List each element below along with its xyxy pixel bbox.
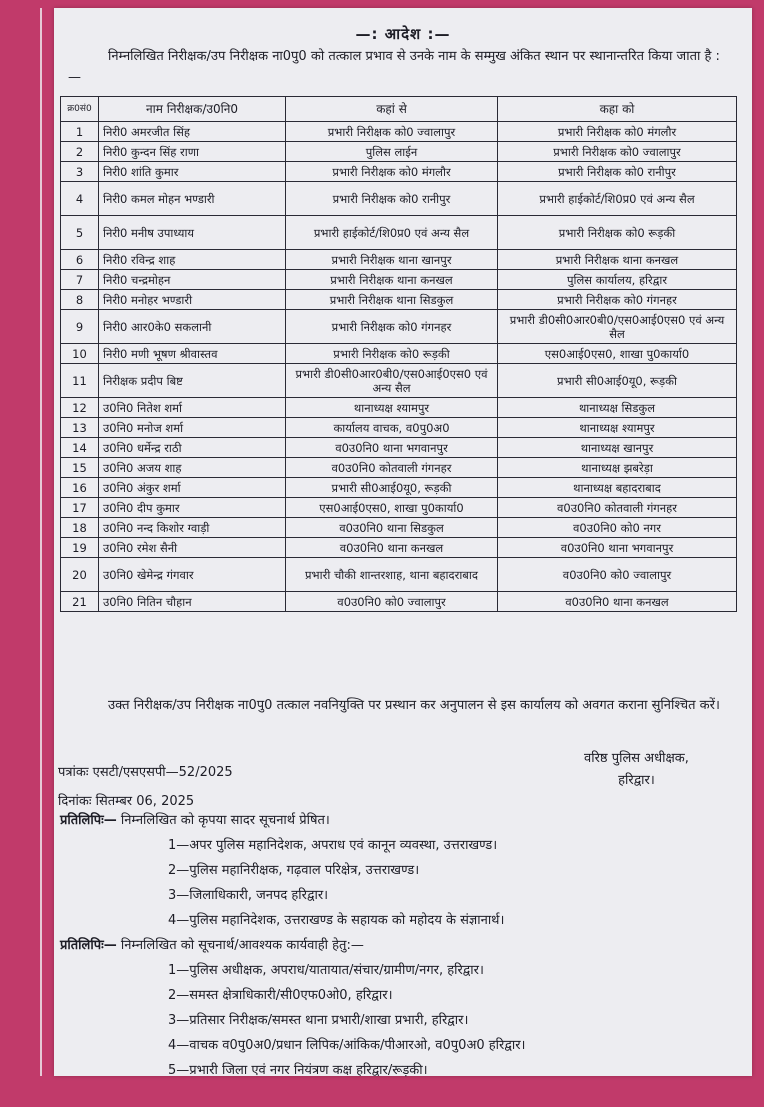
copy1-item: 1—अपर पुलिस महानिदेशक, अपराध एवं कानून व्यवस्था, उत्तराखण्ड। xyxy=(168,838,498,853)
cell-from: प्रभारी निरीक्षक को0 रानीपुर xyxy=(286,182,498,216)
cell-name: उ0नि0 नितिन चौहान xyxy=(99,592,286,612)
cell-name: उ0नि0 अजय शाह xyxy=(99,458,286,478)
cell-from: व0उ0नि0 थाना कनखल xyxy=(286,538,498,558)
cell-serial: 12 xyxy=(61,398,99,418)
cell-serial: 2 xyxy=(61,142,99,162)
cell-name: उ0नि0 धर्मेन्द्र राठी xyxy=(99,438,286,458)
cell-to: थानाध्यक्ष खानपुर xyxy=(498,438,737,458)
cell-name: उ0नि0 अंकुर शर्मा xyxy=(99,478,286,498)
cell-name: उ0नि0 मनोज शर्मा xyxy=(99,418,286,438)
cell-name: निरी0 मनीष उपाध्याय xyxy=(99,216,286,250)
copy2-item: 5—प्रभारी जिला एवं नगर नियंत्रण कक्ष हरिद्वार/रूड़की। xyxy=(168,1063,428,1078)
table-row xyxy=(61,558,737,592)
cell-to: व0उ0नि0 थाना भगवानपुर xyxy=(498,538,737,558)
cell-serial: 1 xyxy=(61,122,99,142)
cell-to: प्रभारी निरीक्षक को0 मंगलौर xyxy=(498,122,737,142)
cell-from: प्रभारी निरीक्षक को0 रूड़की xyxy=(286,344,498,364)
table-row xyxy=(61,538,737,558)
cell-serial: 11 xyxy=(61,364,99,398)
table-row xyxy=(61,398,737,418)
copy1-text: निम्नलिखित को कृपया सादर सूचनार्थ प्रेषित। xyxy=(120,813,330,828)
cell-to: व0उ0नि0 को0 नगर xyxy=(498,518,737,538)
cell-name: निरी0 शांति कुमार xyxy=(99,162,286,182)
copy2-item: 2—समस्त क्षेत्राधिकारी/सी0एफ0ओ0, हरिद्वार। xyxy=(168,988,393,1003)
signature-block xyxy=(584,748,689,792)
cell-to: प्रभारी निरीक्षक को0 गंगनहर xyxy=(498,290,737,310)
cell-name: उ0नि0 नितेश शर्मा xyxy=(99,398,286,418)
margin-rule xyxy=(40,8,42,1076)
cell-serial: 17 xyxy=(61,498,99,518)
cell-serial: 10 xyxy=(61,344,99,364)
cell-serial: 13 xyxy=(61,418,99,438)
reference-number: पत्रांकः एसटी/एसएसपी—52/2025 xyxy=(58,765,233,780)
cell-from: कार्यालय वाचक, व0पु0अ0 xyxy=(286,418,498,438)
col-header-from: कहां से xyxy=(286,97,498,122)
table-row xyxy=(61,592,737,612)
cell-to: व0उ0नि0 थाना कनखल xyxy=(498,592,737,612)
copy2-item: 4—वाचक व0पु0अ0/प्रधान लिपिक/आंकिक/पीआरओ, व0पु0अ0 हरिद्वार। xyxy=(168,1038,526,1053)
cell-name: निरीक्षक प्रदीप बिष्ट xyxy=(99,364,286,398)
copy1-item: 2—पुलिस महानिरीक्षक, गढ़वाल परिक्षेत्र, उत्तराखण्ड। xyxy=(168,863,420,878)
cell-to: व0उ0नि0 कोतवाली गंगनहर xyxy=(498,498,737,518)
cell-from: प्रभारी निरीक्षक को0 मंगलौर xyxy=(286,162,498,182)
table-row xyxy=(61,498,737,518)
copy2-item: 3—प्रतिसार निरीक्षक/समस्त थाना प्रभारी/शाखा प्रभारी, हरिद्वार। xyxy=(168,1013,469,1028)
cell-to: प्रभारी सी0आई0यू0, रूड़की xyxy=(498,364,737,398)
copy1-item: 4—पुलिस महानिदेशक, उत्तराखण्ड के सहायक को महोदय के संज्ञानार्थ। xyxy=(168,913,505,928)
table-row xyxy=(61,182,737,216)
intro-paragraph: निम्नलिखित निरीक्षक/उप निरीक्षक ना0पु0 को तत्काल प्रभाव से उनके नाम के सम्मुख अंकित स्थान पर स्थानान्तरित किया जाता है :— xyxy=(68,49,720,85)
cell-serial: 15 xyxy=(61,458,99,478)
cell-to: प्रभारी निरीक्षक थाना कनखल xyxy=(498,250,737,270)
cell-name: निरी0 आर0के0 सकलानी xyxy=(99,310,286,344)
cell-name: उ0नि0 दीप कुमार xyxy=(99,498,286,518)
cell-to: थानाध्यक्ष झबरेड़ा xyxy=(498,458,737,478)
cell-from: प्रभारी निरीक्षक को0 गंगनहर xyxy=(286,310,498,344)
cell-name: निरी0 कमल मोहन भण्डारी xyxy=(99,182,286,216)
cell-serial: 21 xyxy=(61,592,99,612)
table-row xyxy=(61,270,737,290)
table-row xyxy=(61,290,737,310)
cell-from: प्रभारी निरीक्षक थाना खानपुर xyxy=(286,250,498,270)
cell-from: प्रभारी डी0सी0आर0बी0/एस0आई0एस0 एवं अन्य सैल xyxy=(286,364,498,398)
cell-from: प्रभारी चौकी शान्तरशाह, थाना बहादराबाद xyxy=(286,558,498,592)
order-heading: —: आदेश :— xyxy=(355,25,451,43)
issue-date: दिनांकः सितम्बर 06, 2025 xyxy=(58,794,195,809)
cell-serial: 14 xyxy=(61,438,99,458)
cell-to: व0उ0नि0 को0 ज्वालापुर xyxy=(498,558,737,592)
cell-from: प्रभारी सी0आई0यू0, रूड़की xyxy=(286,478,498,498)
cell-serial: 6 xyxy=(61,250,99,270)
cell-serial: 3 xyxy=(61,162,99,182)
cell-from: व0उ0नि0 को0 ज्वालापुर xyxy=(286,592,498,612)
cell-to: प्रभारी निरीक्षक को0 रानीपुर xyxy=(498,162,737,182)
cell-to: थानाध्यक्ष श्यामपुर xyxy=(498,418,737,438)
table-row xyxy=(61,438,737,458)
cell-serial: 20 xyxy=(61,558,99,592)
cell-from: एस0आई0एस0, शाखा पु0कार्या0 xyxy=(286,498,498,518)
copy1-item: 3—जिलाधिकारी, जनपद हरिद्वार। xyxy=(168,888,329,903)
cell-to: थानाध्यक्ष बहादराबाद xyxy=(498,478,737,498)
cell-to: पुलिस कार्यालय, हरिद्वार xyxy=(498,270,737,290)
copy-block-1 xyxy=(60,808,732,933)
copy-block-2 xyxy=(60,933,732,1083)
cell-serial: 4 xyxy=(61,182,99,216)
cell-serial: 5 xyxy=(61,216,99,250)
signature-title: वरिष्ठ पुलिस अधीक्षक, xyxy=(584,751,689,766)
table-row xyxy=(61,518,737,538)
cell-to: प्रभारी डी0सी0आर0बी0/एस0आई0एस0 एवं अन्य सैल xyxy=(498,310,737,344)
table-row xyxy=(61,162,737,182)
cell-from: प्रभारी हाईकोर्ट/शि0प्र0 एवं अन्य सैल xyxy=(286,216,498,250)
copy2-lead: प्रतिलिपिः— xyxy=(60,938,117,953)
cell-serial: 8 xyxy=(61,290,99,310)
cell-name: निरी0 मणी भूषण श्रीवास्तव xyxy=(99,344,286,364)
table-row xyxy=(61,364,737,398)
signature-place: हरिद्वार। xyxy=(618,773,655,788)
cell-from: व0उ0नि0 कोतवाली गंगनहर xyxy=(286,458,498,478)
cell-name: उ0नि0 रमेश सैनी xyxy=(99,538,286,558)
cell-serial: 7 xyxy=(61,270,99,290)
table-row xyxy=(61,418,737,438)
col-header-to: कहा को xyxy=(498,97,737,122)
cell-from: पुलिस लाईन xyxy=(286,142,498,162)
cell-to: एस0आई0एस0, शाखा पु0कार्या0 xyxy=(498,344,737,364)
table-row xyxy=(61,216,737,250)
cell-serial: 16 xyxy=(61,478,99,498)
cell-name: निरी0 अमरजीत सिंह xyxy=(99,122,286,142)
table-row xyxy=(61,122,737,142)
col-header-name: नाम निरीक्षक/उ0नि0 xyxy=(99,97,286,122)
copy1-lead: प्रतिलिपिः— xyxy=(60,813,117,828)
cell-serial: 9 xyxy=(61,310,99,344)
table-row xyxy=(61,142,737,162)
table-row xyxy=(61,250,737,270)
cell-from: व0उ0नि0 थाना सिडकुल xyxy=(286,518,498,538)
transfer-table xyxy=(60,96,737,612)
table-row xyxy=(61,458,737,478)
table-header-row xyxy=(61,97,737,122)
cell-to: प्रभारी निरीक्षक को0 ज्वालापुर xyxy=(498,142,737,162)
cell-to: प्रभारी हाईकोर्ट/शि0प्र0 एवं अन्य सैल xyxy=(498,182,737,216)
cell-from: प्रभारी निरीक्षक थाना सिडकुल xyxy=(286,290,498,310)
cell-from: व0उ0नि0 थाना भगवानपुर xyxy=(286,438,498,458)
cell-from: थानाध्यक्ष श्यामपुर xyxy=(286,398,498,418)
cell-to: थानाध्यक्ष सिडकुल xyxy=(498,398,737,418)
cell-name: उ0नि0 नन्द किशोर ग्वाड़ी xyxy=(99,518,286,538)
cell-serial: 18 xyxy=(61,518,99,538)
cell-name: निरी0 मनोहर भण्डारी xyxy=(99,290,286,310)
cell-serial: 19 xyxy=(61,538,99,558)
table-body xyxy=(61,122,737,612)
cell-name: निरी0 रविन्द्र शाह xyxy=(99,250,286,270)
table-row xyxy=(61,310,737,344)
cell-to: प्रभारी निरीक्षक को0 रूड़की xyxy=(498,216,737,250)
copy2-text: निम्नलिखित को सूचनार्थ/आवश्यक कार्यवाही हेतु:— xyxy=(120,938,364,953)
col-header-serial: क्र0सं0 xyxy=(61,97,99,122)
cell-name: निरी0 कुन्दन सिंह राणा xyxy=(99,142,286,162)
order-document xyxy=(54,8,752,1076)
copy2-item: 1—पुलिस अधीक्षक, अपराध/यातायात/संचार/ग्रामीण/नगर, हरिद्वार। xyxy=(168,963,484,978)
cell-name: उ0नि0 खेमेन्द्र गंगवार xyxy=(99,558,286,592)
cell-from: प्रभारी निरीक्षक थाना कनखल xyxy=(286,270,498,290)
cell-from: प्रभारी निरीक्षक को0 ज्वालापुर xyxy=(286,122,498,142)
cell-name: निरी0 चन्द्रमोहन xyxy=(99,270,286,290)
closing-paragraph: उक्त निरीक्षक/उप निरीक्षक ना0पु0 तत्काल नवनियुक्ति पर प्रस्थान कर अनुपालन से इस कार्यालय को अवगत कराना सुनिश्चित करें। xyxy=(108,698,720,713)
table-row xyxy=(61,344,737,364)
table-row xyxy=(61,478,737,498)
